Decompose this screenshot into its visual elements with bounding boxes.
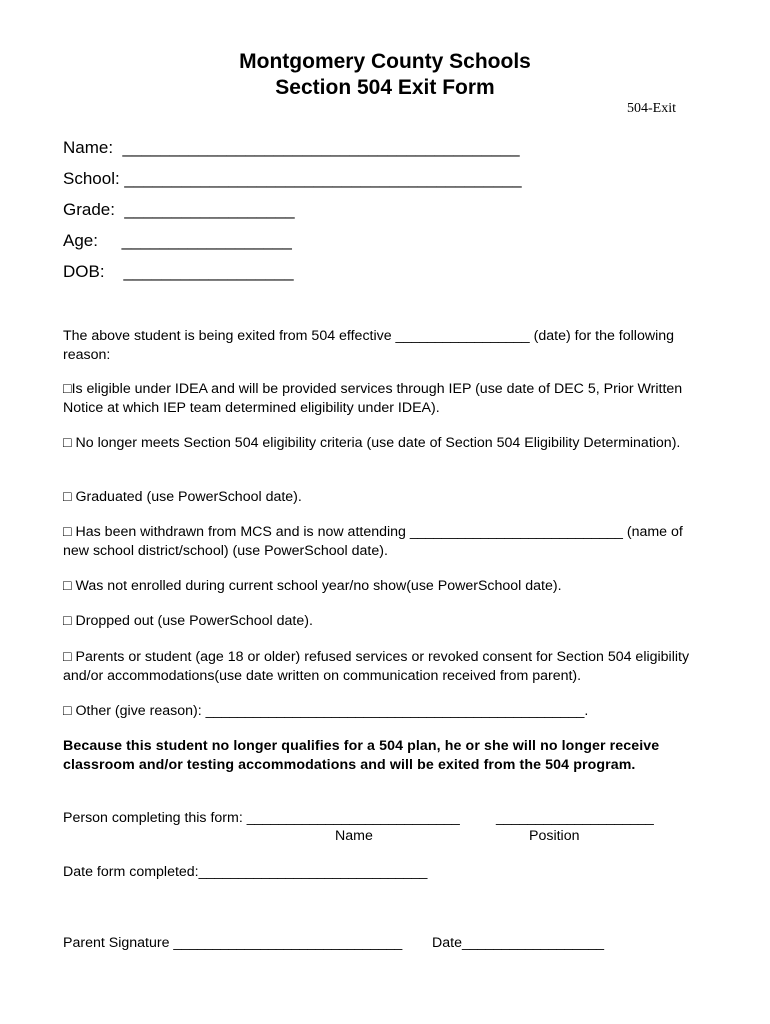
reason-idea-checkbox[interactable]: □Is eligible under IDEA and will be provided services through IEP (use date of DEC 5, Prior Written Notice at which IEP team determined eligibility under IDEA). — [63, 381, 683, 416]
reason-other-checkbox[interactable]: □ Other (give reason): ________________________________________________. — [63, 703, 589, 719]
position-field[interactable]: ____________________ — [496, 810, 654, 826]
age-field[interactable]: Age: __________________ — [63, 231, 292, 250]
reason-withdrawn-checkbox[interactable]: □ Has been withdrawn from MCS and is now attending ___________________________ (name of new school district/school) (use PowerSchool date). — [63, 524, 683, 559]
form-code: 504-Exit — [627, 101, 676, 116]
parent-signature-field[interactable]: Parent Signature _____________________________ — [63, 935, 403, 951]
reason-not-enrolled-checkbox[interactable]: □ Was not enrolled during current school year/no show(use PowerSchool date). — [63, 578, 562, 594]
person-completing-field[interactable]: Person completing this form: ___________________________ — [63, 810, 460, 826]
reason-not-eligible-checkbox[interactable]: □ No longer meets Section 504 eligibility criteria (use date of Section 504 Eligibility Determination). — [63, 435, 681, 451]
name-caption: Name — [335, 828, 373, 844]
reason-dropped-out-checkbox[interactable]: □ Dropped out (use PowerSchool date). — [63, 613, 313, 629]
reason-graduated-checkbox[interactable]: □ Graduated (use PowerSchool date). — [63, 489, 302, 505]
form-title: Montgomery County Schools — [239, 50, 531, 73]
dob-field[interactable]: DOB: __________________ — [63, 262, 294, 281]
form-subtitle: Section 504 Exit Form — [275, 76, 495, 99]
reason-refused-checkbox[interactable]: □ Parents or student (age 18 or older) refused services or revoked consent for Section 504 eligibility and/or accommodations(use date written on communication received from parent). — [63, 649, 690, 684]
position-caption: Position — [529, 828, 580, 844]
date-completed-field[interactable]: Date form completed:_____________________________ — [63, 864, 428, 880]
intro-text: The above student is being exited from 504 effective _________________ (date) for the following reason: — [63, 328, 675, 363]
name-field[interactable]: Name: __________________________________________ — [63, 138, 520, 157]
signature-date-field[interactable]: Date__________________ — [432, 935, 604, 951]
grade-field[interactable]: Grade: __________________ — [63, 200, 295, 219]
exit-notice: Because this student no longer qualifies for a 504 plan, he or she will no longer receive classroom and/or testing accommodations and will be exited from the 504 program. — [63, 738, 660, 773]
school-field[interactable]: School: __________________________________________ — [63, 169, 522, 188]
